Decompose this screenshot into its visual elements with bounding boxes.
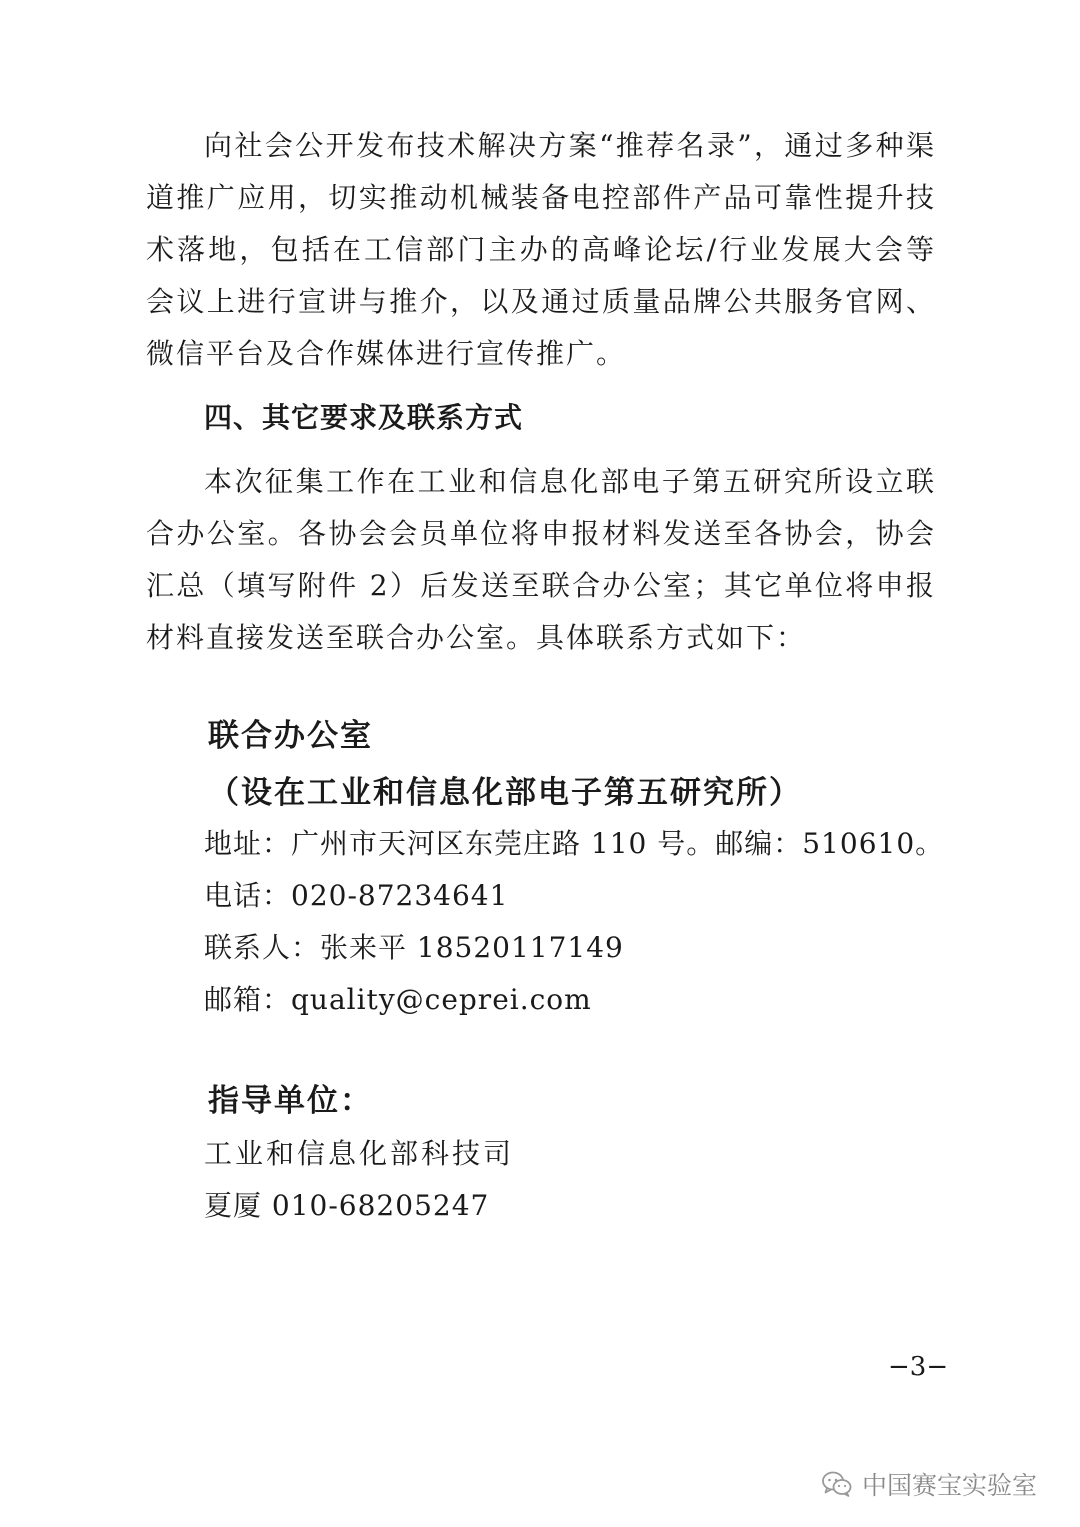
watermark-text: 中国赛宝实验室 [862, 1471, 1038, 1500]
wechat-watermark [822, 1466, 1037, 1502]
paragraph-promotion: 向社会公开发布技术解决方案“推荐名录”，通过多种渠道推广应用，切实推动机械装备电控部件产品可靠性提升技术落地，包括在工信部门主办的高峰论坛/行业发展大会等会议上进行宣讲与推介，以及通过质量品牌公共服务官网、微信平台及合作媒体进行宣传推广。 [146, 129, 936, 370]
contact-person: 联系人：张来平 18520117149 [204, 931, 624, 964]
contact-email: 邮箱：quality@ceprei.com [204, 983, 592, 1016]
page-number: −3− [888, 1352, 949, 1382]
guidance-org: 工业和信息化部科技司 [204, 1137, 515, 1170]
contact-address: 地址：广州市天河区东莞庄路 110 号。邮编：510610。 [204, 827, 945, 860]
wechat-icon [822, 1471, 852, 1497]
guidance-title: 指导单位： [208, 1083, 373, 1119]
contact-office-title: 联合办公室 [208, 718, 373, 754]
guidance-person: 夏厦 010-68205247 [204, 1189, 490, 1222]
contact-office-subtitle: （设在工业和信息化部电子第五研究所） [208, 775, 802, 811]
paragraph-collection-work: 本次征集工作在工业和信息化部电子第五研究所设立联合办公室。各协会会员单位将申报材料发送至各协会，协会汇总（填写附件 2）后发送至联合办公室；其它单位将申报材料直接发送至联合办公室。具体联系方式如下： [146, 465, 936, 654]
section-heading-other-requirements: 四、其它要求及联系方式 [204, 401, 524, 434]
contact-phone: 电话：020-87234641 [204, 879, 509, 912]
